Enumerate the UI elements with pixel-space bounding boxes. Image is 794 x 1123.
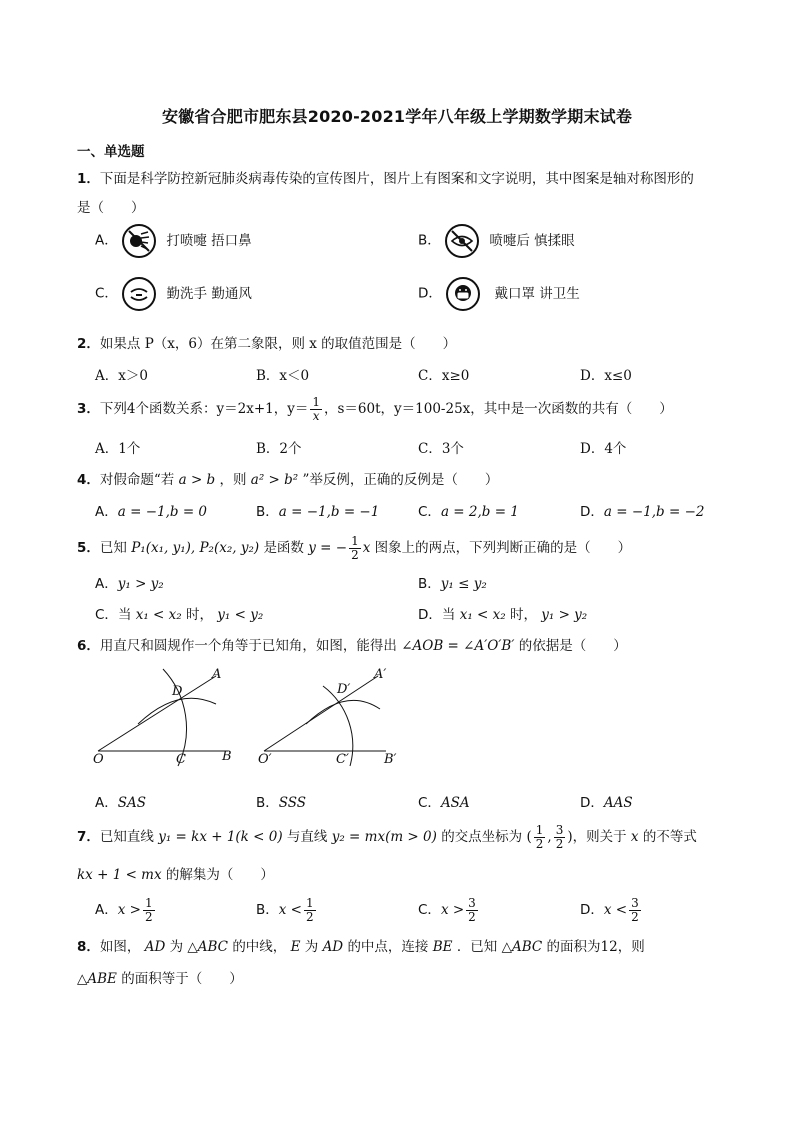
question-number: 6． [77,638,100,654]
question-6: 6．用直尺和圆规作一个角等于已知角，如图，能得出 ∠AOB = ∠A′O′B′ 的依据是（ ） [77,638,627,654]
q4-option-a: A．a = −1,b = 0 [95,504,208,520]
ray-oa [98,676,216,751]
q1-option-a: A． 打喷嚏 捂口鼻 [95,224,252,258]
q7-option-d: D．x < $\frac{3}{2}$ [580,896,639,924]
q3-option-c: C．3个 [418,441,464,457]
q5-option-c: C．当 x₁ < x₂ 时， y₁ < y₂ [95,607,264,623]
label-c-prime: C′ [336,752,349,767]
label-a-prime: A′ [374,667,387,682]
question-1 [77,167,694,187]
label-a: A [212,667,222,682]
q5-option-b: B．y₁ ≤ y₂ [418,576,487,592]
arc-small [138,698,216,724]
q6-option-a: A．SAS [95,795,146,811]
question-8: 8．如图， AD 为 △ABC 的中线， E 为 AD 的中点，连接 BE ．已知 △ABC 的面积为12，则 [77,939,645,955]
no-touch-eye-icon [445,224,479,258]
q3-option-d: D．4个 [580,441,627,457]
q6-option-b: B．SSS [256,795,307,811]
ray-o2a2 [264,676,378,751]
sneeze-cover-icon [122,224,156,258]
question-text: 下面是科学防控新冠肺炎病毒传染的宣传图片，图片上有图案和文字说明，其中图案是轴对称图形的 [99,171,694,187]
angle-construction-figure [88,664,408,776]
fraction: $\frac{1}{2}$ [351,534,359,562]
page-title: 安徽省合肥市肥东县2020-2021学年八年级上学期数学期末试卷 [161,107,633,126]
question-5: 5．已知 P₁(x₁, y₁), P₂(x₂, y₂) 是函数 y = − $\frac{1}{2}$ x 图象上的两点，下列判断正确的是（ ） [77,534,632,562]
question-number: 2． [77,336,100,352]
q1-option-b: B． 喷嚏后 慎揉眼 [418,224,575,258]
section-heading: 一、单选题 [77,144,145,160]
q6-option-c: C．ASA [418,795,470,811]
question-number: 4． [77,472,100,488]
label-b-prime: B′ [384,752,397,767]
q2-option-b: B．x＜0 [256,368,310,384]
q7-option-a: A．x > $\frac{1}{2}$ [95,896,153,924]
label-d: D [172,684,183,699]
fraction: $\frac{1}{x}$ [312,395,320,423]
label-d-prime: D′ [337,682,351,697]
fraction: $\frac{1}{2}$ [535,823,544,851]
label-b: B [222,749,232,764]
q4-option-d: D．a = −1,b = −2 [580,504,705,520]
q4-option-c: C．a = 2,b = 1 [418,504,519,520]
question-2 [77,332,456,352]
question-7-line2: kx + 1 < mx 的解集为（ ） [77,867,274,883]
q7-option-b: B．x < $\frac{1}{2}$ [256,896,314,924]
label-o: O [93,752,104,767]
label-o-prime: O′ [258,752,272,767]
q5-option-d: D．当 x₁ < x₂ 时， y₁ > y₂ [418,607,588,623]
q7-option-c: C．x > $\frac{3}{2}$ [418,896,476,924]
question-number: 3． [77,401,100,417]
q4-option-b: B．a = −1,b = −1 [256,504,380,520]
question-text: 如果点 P（x，6）在第二象限，则 x 的取值范围是（ ） [99,336,457,352]
question-8-line2: △ABE 的面积等于（ ） [77,971,243,987]
face-mask-icon [446,277,480,311]
q5-option-a: A．y₁ > y₂ [95,576,164,592]
q3-option-a: A．1个 [95,441,141,457]
arc-small-2 [306,700,380,724]
question-1-line2: 是（ ） [77,200,145,216]
q1-option-d: D． 戴口罩 讲卫生 [418,277,580,311]
question-number: 5． [77,540,100,556]
question-number: 8． [77,939,100,955]
q2-option-c: C．x≥0 [418,368,470,384]
question-7: 7．已知直线 y₁ = kx + 1(k < 0) 与直线 y₂ = mx(m > 0) 的交点坐标为 ( $\frac{1}{2}$ , $\frac{3}{2}$ )，则关于 x 的不等式 [77,823,697,851]
wash-hands-icon [122,277,156,311]
question-3: 3．下列4个函数关系：y＝2x+1，y＝ $\frac{1}{x}$ ，s＝60t，y＝100-25x，其中是一次函数的共有（ ） [77,395,673,423]
q3-option-b: B．2个 [256,441,302,457]
question-number: 7． [77,829,100,845]
label-c: C [176,752,186,767]
q6-option-d: D．AAS [580,795,633,811]
question-4: 4．对假命题“若 a > b ，则 a² > b² ”举反例，正确的反例是（ ） [77,472,499,488]
q2-option-d: D．x≤0 [580,368,632,384]
fraction: $\frac{3}{2}$ [555,823,564,851]
q2-option-a: A．x＞0 [95,368,148,384]
question-number: 1． [77,171,100,187]
q1-option-c: C． 勤洗手 勤通风 [95,277,252,311]
